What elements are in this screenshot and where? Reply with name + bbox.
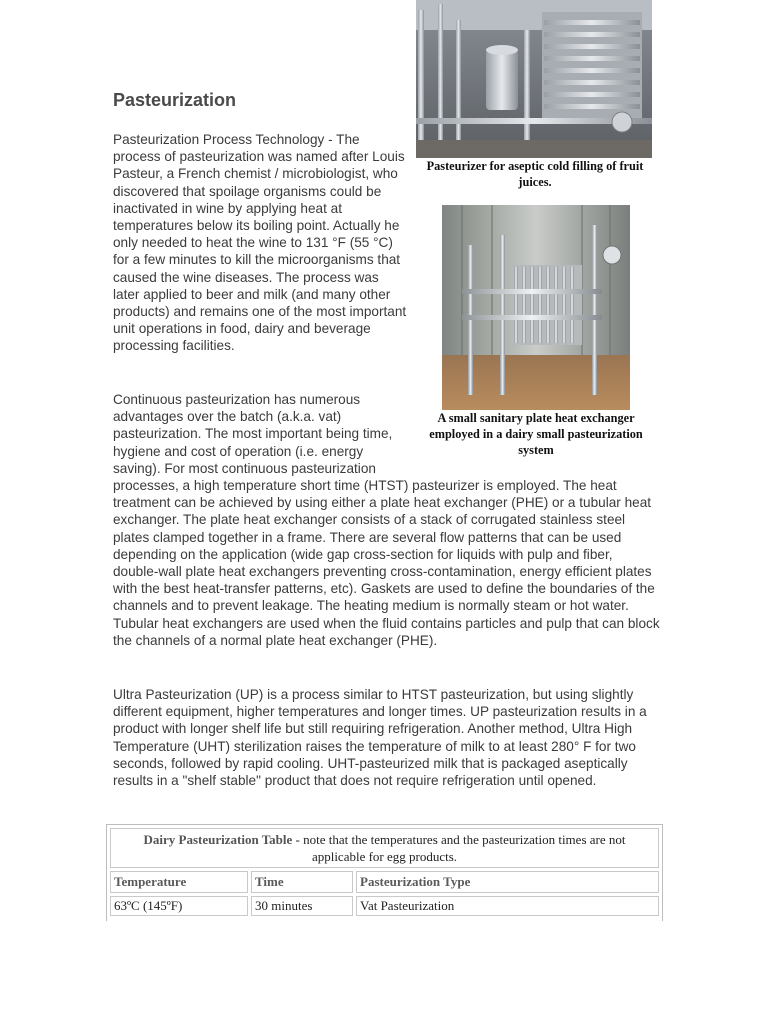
cell-time: 30 minutes bbox=[251, 896, 353, 916]
table-caption bbox=[110, 828, 659, 868]
figure-caption-2: A small sanitary plate heat exchanger employed in a dairy small pasteurization system bbox=[429, 411, 643, 457]
plate-heat-exchanger-photo bbox=[442, 205, 630, 410]
column-header-time: Time bbox=[251, 871, 353, 893]
cell-temperature: 63ºC (145ºF) bbox=[110, 896, 248, 916]
cell-type: Vat Pasteurization bbox=[356, 896, 659, 916]
table-title: Dairy Pasteurization Table bbox=[143, 832, 293, 847]
page-title: Pasteurization bbox=[113, 90, 237, 110]
ultra-pasteurization-paragraph: Ultra Pasteurization (UP) is a process similar to HTST pasteurization, but using slightly different equipment, higher temperatures and longer times. UP pasteurization results in a product with longer shelf life but still requiring refrigeration. Another method, Ultra High Temperature (UHT) sterilization raises the temperature of milk to at least 280° F for two seconds, followed by rapid cooling. UHT-pasteurized milk that is packaged aseptically results in a "shelf stable" product that does not require refrigeration until opened. bbox=[113, 687, 647, 789]
dairy-pasteurization-table bbox=[106, 824, 663, 921]
figure-caption-1: Pasteurizer for aseptic cold filling of fruit juices. bbox=[426, 159, 644, 189]
table-note: - note that the temperatures and the pasteurization times are not applicable for egg products. bbox=[292, 832, 626, 864]
column-header-temperature: Temperature bbox=[110, 871, 248, 893]
aseptic-pasteurizer-photo bbox=[416, 0, 652, 158]
column-header-type: Pasteurization Type bbox=[356, 871, 659, 893]
continuous-pasteurization-paragraph: Continuous pasteurization has numerous advantages over the batch (a.k.a. vat) pasteurization. The most important being time, hygiene and cost of operation (i.e. energy saving). For most continuous pasteurization processes, a high temperature short time (HTST) pasteurizer is employed. The heat treatment can be achieved by using either a plate heat exchanger (PHE) or a tubular heat exchanger. The plate heat exchanger consists of a stack of corrugated stainless steel plates clamped together in a frame. There are several flow patterns that can be used depending on the application (wide gap cross-section for liquids with pulp and fiber, double-wall plate heat exchangers preventing cross-contamination, energy efficient plates with the best heat-transfer patterns, etc). Gaskets are used to define the boundaries of the channels and to prevent leakage. The heating medium is normally steam or hot water. Tubular heat exchangers are used when the fluid contains particles and pulp that can block the channels of a normal plate heat exchanger (PHE). bbox=[113, 392, 660, 648]
table-row bbox=[110, 896, 659, 916]
intro-paragraph: Pasteurization Process Technology - The process of pasteurization was named after Louis Pasteur, a French chemist / microbiologist, who discovered that spoilage organisms could be inactivated in wine by applying heat at temperatures below its boiling point. Actually he only needed to heat the wine to 131 °F (55 °C) for a few minutes to kill the microorganisms that caused the wine diseases. The process was later applied to beer and milk (and many other products) and remains one of the most important unit operations in food, dairy and beverage processing facilities. bbox=[113, 132, 407, 354]
table-header-row bbox=[110, 871, 659, 893]
